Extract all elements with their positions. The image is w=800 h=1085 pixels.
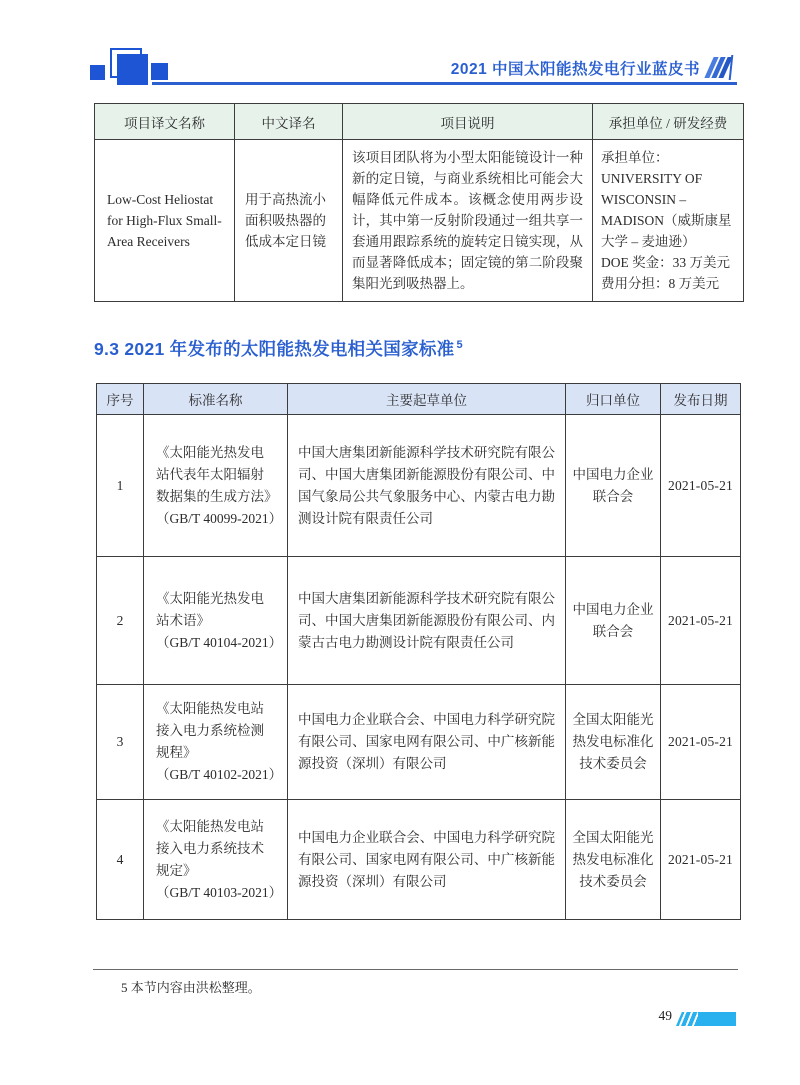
undertaker-line: UNIVERSITY OF WISCONSIN – MADISON（威斯康星大学 – 麦迪逊） (601, 171, 732, 249)
column-header-drafters: 主要起草单位 (288, 384, 566, 415)
footnote (121, 977, 261, 996)
column-header-undertaker-funding: 承担单位 / 研发经费 (593, 104, 744, 140)
standard-authority: 中国电力企业联合会 (566, 557, 661, 685)
undertaker-line: DOE 奖金：33 万美元 (601, 255, 730, 270)
standard-publish-date: 2021-05-21 (661, 685, 741, 800)
column-header-project-description: 项目说明 (343, 104, 593, 140)
standard-drafters: 中国电力企业联合会、中国电力科学研究院有限公司、国家电网有限公司、中广核新能源投资（深圳）有限公司 (288, 685, 566, 800)
standard-publish-date: 2021-05-21 (661, 800, 741, 920)
standard-name (144, 800, 288, 920)
project-table-header-row (95, 104, 744, 140)
standard-title: 《太阳能热发电站接入电力系统检测规程》 (156, 701, 264, 760)
report-title: 2021 中国太阳能热发电行业蓝皮书 (450, 61, 700, 78)
project-name-en: Low-Cost Heliostat for High-Flux Small-Area Receivers (95, 140, 235, 302)
standard-authority: 全国太阳能光热发电标准化技术委员会 (566, 685, 661, 800)
footnote-text: 本节内容由洪松整理。 (130, 980, 261, 995)
triple-slash-icon (709, 55, 745, 81)
table-row (97, 800, 741, 920)
footer-banner (676, 1012, 736, 1026)
standard-no: 3 (97, 685, 144, 800)
standard-title: 《太阳能热发电站接入电力系统技术规定》 (156, 818, 264, 878)
project-table (94, 103, 744, 302)
standards-table-header-row (97, 384, 741, 415)
undertaker-line: 承担单位： (601, 150, 669, 165)
table-row (97, 685, 741, 800)
standard-no: 1 (97, 415, 144, 557)
standard-name (144, 685, 288, 800)
standard-drafters: 中国大唐集团新能源科学技术研究院有限公司、中国大唐集团新能源股份有限公司、内蒙古古电力勘测设计院有限责任公司 (288, 557, 566, 685)
logo-square-large (117, 54, 148, 85)
table-row (97, 557, 741, 685)
section-heading (94, 336, 463, 361)
column-header-no: 序号 (97, 384, 144, 415)
standard-authority: 全国太阳能光热发电标准化技术委员会 (566, 800, 661, 920)
standard-no: 2 (97, 557, 144, 685)
standard-authority: 中国电力企业联合会 (566, 415, 661, 557)
standard-title: 《太阳能光热发电站术语》 (156, 590, 264, 628)
footnote-reference: 5 (456, 339, 463, 352)
column-header-standard-name: 标准名称 (144, 384, 288, 415)
project-undertaker-funding (593, 140, 744, 302)
standards-table (96, 383, 741, 920)
standard-title: 《太阳能光热发电站代表年太阳辐射数据集的生成方法》 (156, 444, 278, 504)
page-number: 49 (658, 1008, 672, 1023)
standard-no: 4 (97, 800, 144, 920)
column-header-authority: 归口单位 (566, 384, 661, 415)
logo-square-small-left (90, 65, 105, 80)
column-header-project-name-cn: 中文译名 (235, 104, 343, 140)
project-name-cn: 用于高热流小面积吸热器的低成本定日镜 (235, 140, 343, 302)
standard-code: （GB/T 40103-2021） (156, 884, 283, 900)
standard-publish-date: 2021-05-21 (661, 415, 741, 557)
footnote-marker: 5 (121, 980, 128, 995)
column-header-project-name-en: 项目译文名称 (95, 104, 235, 140)
header-divider (152, 82, 737, 85)
column-header-publish-date: 发布日期 (661, 384, 741, 415)
standard-publish-date: 2021-05-21 (661, 557, 741, 685)
table-row (95, 140, 744, 302)
standard-name (144, 415, 288, 557)
table-row (97, 415, 741, 557)
standard-code: （GB/T 40099-2021） (156, 510, 283, 526)
section-title-text: 9.3 2021 年发布的太阳能热发电相关国家标准 (94, 339, 455, 359)
logo-square-small-right (151, 63, 168, 80)
diagonal-stripes-icon (678, 1012, 698, 1026)
standard-code: （GB/T 40102-2021） (156, 767, 283, 782)
footnote-divider (93, 969, 738, 970)
standard-name (144, 557, 288, 685)
project-description: 该项目团队将为小型太阳能镜设计一种新的定日镜，与商业系统相比可能会大幅降低元件成本。该概念使用两步设计，其中第一反射阶段通过一组共享一套通用跟踪系统的旋转定日镜实现，从而显著降低成本；固定镜的第二阶段聚集阳光到吸热器上。 (343, 140, 593, 302)
standard-drafters: 中国电力企业联合会、中国电力科学研究院有限公司、国家电网有限公司、中广核新能源投资（深圳）有限公司 (288, 800, 566, 920)
undertaker-line: 费用分担：8 万美元 (601, 276, 720, 291)
standard-drafters: 中国大唐集团新能源科学技术研究院有限公司、中国大唐集团新能源股份有限公司、中国气象局公共气象服务中心、内蒙古电力勘测设计院有限责任公司 (288, 415, 566, 557)
standard-code: （GB/T 40104-2021） (156, 634, 283, 650)
